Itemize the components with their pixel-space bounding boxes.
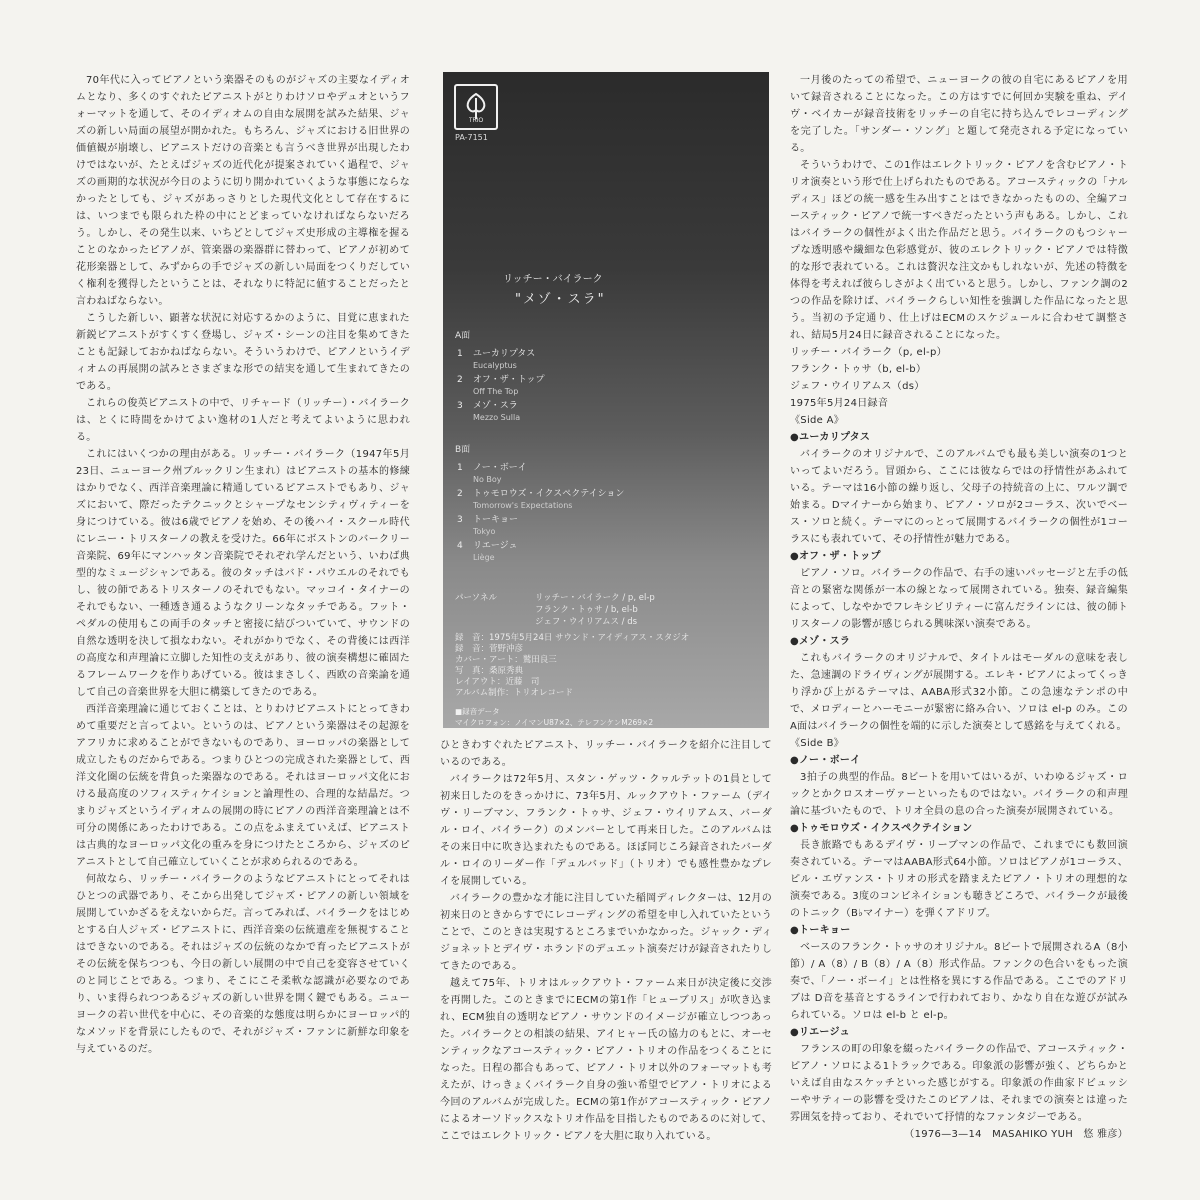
track-number: 4	[457, 541, 463, 551]
paragraph: これらの俊英ピアニストの中で、リチャード（リッチー）・バイラークは、とくに時間をかけてよい逸材の1人だと考えてよいように思われる。	[76, 398, 410, 443]
track-item	[457, 400, 520, 424]
credit-line: フランク・トゥサ（b, el-b）	[790, 364, 927, 375]
track-title: リエージュ	[473, 541, 518, 551]
paragraph: フランスの町の印象を綴ったバイラークの作品で、アコースティック・ピアノ・ソロによる1トラックである。印象派の影響が強く、どちらかといえば自由なスケッチといった感じがする。印象派の作曲家ドビュッシーやサティーの影響を受けたこのピアノは、それまでの演奏とは違った雰囲気を持っており、それでいて抒情的なファンタジーである。	[790, 1044, 1128, 1123]
credit-line: リッチー・バイラーク（p, el-p）	[790, 347, 947, 358]
album-title: "メゾ・スラ"	[515, 292, 606, 307]
track-item	[457, 462, 527, 486]
track-heading: ●トゥモロウズ・イクスペクテイション	[790, 823, 973, 834]
liner-notes-middle-column	[440, 737, 772, 1157]
credit-line: 1975年5月24日録音	[790, 398, 889, 409]
signature: （1976—3—14 MASAHIKO YUH 悠 雅彦）	[904, 1129, 1128, 1140]
paragraph: 西洋音楽理論に通じておくことは、とりわけピアニストにとってきわめて重要だと言ってよい。というのは、ピアノという楽器はその起源をアフリカに求めることができないものであり、ヨーロッパの楽器として成立したものだからである。つまりひとつの完成された楽器として、西洋文化圏の伝統を背負った楽器なのである。それはヨーロッパ文化における最高度のソフィスティケイションと論理性の、合理的な結晶だ。つまりジャズというイディオムの展開の時にピアノの西洋音楽理論とは不可分の関係にあったわけである。この点をふまえていえば、ピアニストは古典的なヨーロッパ文化の重みを身につけたところから、ジャズのピアニストとして自己確立していくことが求められるのである。	[76, 704, 410, 868]
track-title-en: No Boy	[473, 475, 502, 484]
tech-data-line: マイクロフォン：ノイマンU87×2、テレフンケンM269×2	[455, 718, 654, 727]
track-title-en: Mezzo Sulla	[473, 413, 521, 422]
track-heading: ●オフ・ザ・トップ	[790, 551, 881, 562]
track-title-en: Tomorrow's Expectations	[473, 501, 573, 510]
paragraph: こうした新しい、顕著な状況に対応するかのように、目覚に恵まれた新鋭ピアニストがすくすく登場し、ジャズ・シーンの注目を集めてきたことも記録しておかねばならない。そういうわけで、ピアノというイディオムの再展開の試みとさまざまな形での結実を通して生まれてきたのである。	[76, 313, 410, 392]
track-title: トーキョー	[473, 515, 519, 525]
track-title: オフ・ザ・トップ	[473, 375, 545, 385]
album-artist: リッチー・バイラーク	[503, 274, 603, 285]
paragraph: 3拍子の典型的作品。8ビートを用いてはいるが、いわゆるジャズ・ロックとかクロスオーヴァーといったものではない。バイラークの和声理論に基づいたもので、トリオ全員の息の合った演奏が展開されている。	[790, 772, 1128, 817]
paragraph: 何故なら、リッチー・バイラークのようなピアニストにとってそれはひとつの武器であり、そこから出発してジャズ・ピアノの新しい領域を展開していかざるをえないからだ。言ってみれば、バイラークをはじめとする白人ジャズ・ピアニストに、西洋音楽の伝統遺産を無視することはできないのである。それはジャズの伝統のなかで育ったピアニストがその伝統を保ちつつも、今日の新しい展開の中で自己を変容させていくのと同じことである。つまり、そこにこそ柔軟な認識が必要なのであり、いま得られつつあるジャズの新しい世界を開く鍵でもある。ニューヨークの若い世代を中心に、その音楽的な態度は明らかにヨーロッパ的なメソッドを背景にしたもので、それがジャズ・ファンに新鮮な印象を与えているのだ。	[76, 874, 410, 1055]
track-title: メゾ・スラ	[473, 401, 518, 411]
paragraph: ピアノ・ソロ。バイラークの作品で、右手の速いパッセージと左手の低音との緊密な関係が一本の線となって展開されている。独奏、録音編集によって、しなやかでフレキシビリティーに富んだラインには、彼の師トリスターノの影響が感じられる興味深い演奏である。	[790, 568, 1128, 630]
paragraph: バイラークのオリジナルで、このアルバムでも最も美しい演奏の1つといってよいだろう。冒頭から、ここには彼ならではの抒情性があふれている。テーマは16小節の繰り返し、父母子の持続音の上に、ワルツ調で始まる。Dマイナーから始まり、ピアノ・ソロが2コーラス、次いでベース・ソロと続く。テーマにのっとって展開するバイラークの個性が1コーラスにも表れていて、その抒情性が魅力である。	[790, 449, 1128, 545]
track-title: ノー・ボーイ	[473, 463, 527, 473]
paragraph: これにはいくつかの理由がある。リッチー・バイラーク（1947年5月23日、ニューヨーク州ブルックリン生まれ）はピアニストの基本的修練はかりでなく、西洋音楽理論に精通しているピアニストでもあり、ジャズにおいて、際だったテクニックとシャープなセンシティヴィティーを身につけている。彼は6歳でピアノを始め、その後ハイ・スクール時代にレニー・トリスターノの教えを受けた。66年にボストンのバークリー音楽院、69年にマンハッタン音楽院でそれぞれ学んだという、いわば典型的なミュージシャンである。彼のタッチはバド・パウエルのそれでもし、彼の師であるトリスターノのそれでもない。マッコイ・タイナーのそれでもない、一種透き通るようなクリーンなタッチである。フット・ペダルの使用もこの両手のタッチと密接に結びついていて、サウンドの自然な透明を決して損なわない。それがかりでなく、その背後には西洋の高度な和声理論に立脚した知性の支えがあり、彼の演奏構想に確固たるフレームワークを作りあげている。彼はまさしく、西欧の音楽論を通して自己の音楽世界を大胆に構築してきたのである。	[76, 449, 410, 698]
track-item	[457, 374, 544, 398]
track-number: 1	[457, 463, 463, 473]
tree-icon	[461, 91, 491, 123]
credit-line: カバー・アート：鷲田良三	[455, 655, 557, 665]
paragraph: 長き旅路でもあるデイヴ・リーブマンの作品で、これまでにも数回演奏されている。テーマはAABA形式64小節。ソロはピアノが1コーラス、ピル・エヴァンス・トリオの形式を踏まえたピアノ・トリオの理想的な演奏である。3度のコンビネイションも聴きどころで、バイラークが最後のトニック（B♭マイナー）を弾くアドリブ。	[790, 840, 1128, 919]
personnel-label: パーソネル	[455, 593, 497, 603]
paragraph: バイラークの豊かな才能に注目していた稲岡ディレクターは、12月の初来日のときからすでにレコーディングの希望を申し入れていたということで、このときは実現するところまでいかなかった。ジャック・ディジョネットとデイヴ・ホランドのデュエット演奏だけが録音されたりしてきたのである。	[440, 893, 772, 972]
track-heading: ●トーキョー	[790, 925, 851, 936]
credit-line: ジェフ・ウイリアムス（ds）	[790, 381, 925, 392]
credit-line: 録 音：1975年5月24日 サウンド・アイディアス・スタジオ	[455, 633, 690, 643]
track-number: 3	[457, 515, 463, 525]
track-heading: ●ノー・ボーイ	[790, 755, 861, 766]
track-number: 2	[457, 375, 463, 385]
track-item	[457, 514, 518, 538]
track-item	[457, 348, 535, 372]
paragraph: 70年代に入ってピアノという楽器そのものがジャズの主要なイディオムとなり、多くのすぐれたピアニストがとりわけソロやデュオというフォーマットを通して、そのイディオムの自由な展開を試みた結果、ジャズの新しい局面の展望が開かれた。もちろん、ジャズにおける旧世界の価値観が崩壊し、ピアニストだけの音楽とも言うべき世界が出現したわけではないが、たとえばジャズの近代化が提案されていく過程で、ジャズの画期的な状況が今日のように切り開かれていくような事態にならなかったとしても、ジャズがあっさりとした現代文化として存在するには、いつまでも限られた枠の中にとどまっていなければならないだろう。しかし、その発生以来、いちどとしてジャズ史形成の主導権を握ることのなかったピアノが、管楽器の楽器群に替わって、ピアノが初めて花形楽器として、みずからの手でジャズの新しい局面をつくりだしていく権利を獲得したということは、それなりに特記に値することだったと言わねばならない。	[76, 75, 410, 307]
credit-line: 《Side B》	[790, 738, 845, 749]
track-heading: ●リエージュ	[790, 1027, 850, 1038]
trio-logo	[454, 84, 498, 130]
personnel-line: ジェフ・ウイリアムス / ds	[535, 617, 638, 627]
track-item	[457, 540, 517, 564]
svg-text:TRIO: TRIO	[468, 118, 484, 123]
personnel-line: リッチー・バイラーク / p, el-p	[535, 593, 655, 603]
paragraph: これもバイラークのオリジナルで、タイトルはモーダルの意味を表した、急速調のドライヴィングが展開する。エレキ・ピアノによってくっきり浮かび上がるテーマは、AABA形式32小節。この急速なテンポの中で、メロディーとハーモニーが緊密に絡み合い、ソロは el-p のみ。この A面はバイラークの個性を端的に示した演奏として感銘を与えてくれる。	[790, 653, 1128, 732]
paragraph: ベースのフランク・トゥサのオリジナル。8ビートで展開されるA（8小節）/ A（8）/ B（8）/ A（8）形式作品。ファンクの色合いをもった演奏で、「ノー・ボーイ」とは性格を異にする作品である。ここでのアドリブは D音を基音とするラインで行われており、かなり自在な遊びが試みられている。ソロは el-b と el-p。	[790, 942, 1128, 1021]
track-title-en: Off The Top	[473, 387, 519, 396]
personnel-line: フランク・トゥサ / b, el-b	[535, 605, 638, 615]
track-number: 3	[457, 401, 463, 411]
paragraph: バイラークは72年5月、スタン・ゲッツ・クヮルテットの1員として初来日したのをきっかけに、73年5月、ルックアウト・ファーム（デイヴ・リーブマン、フランク・トゥサ、ジェフ・ウイリアムス、バーダル・ロイ、バイラーク）のメンバーとして再来日した。このアルバムはその来日中に吹き込まれたものである。ほぼ同じころ録音されたバーダル・ロイのリーダー作「デュルバッド」（トリオ）でも感性豊かなプレイを展開している。	[440, 774, 772, 887]
credit-line: 《Side A》	[790, 415, 845, 426]
catalog-number: PA-7151	[455, 133, 488, 142]
track-number: 2	[457, 489, 463, 499]
paragraph: 一月後のたっての希望で、ニューヨークの彼の自宅にあるピアノを用いて録音されることになった。この方はすでに何回か実験を重ね、デイヴ・ベイカーが録音技術をリッチーの自宅に持ち込んでレコーディングを完了した。「サンダー・ソング」と題して発売される予定になっている。	[790, 75, 1128, 154]
credit-line: 写 真：桑原秀典	[455, 666, 524, 676]
credit-line: レイアウト：近藤 司	[455, 677, 540, 687]
track-title-en: Liège	[473, 553, 495, 562]
liner-notes-right-column	[790, 72, 1128, 1162]
album-insert-panel	[443, 72, 769, 728]
track-title-en: Tokyo	[473, 527, 496, 536]
track-title-en: Eucalyptus	[473, 361, 517, 370]
paragraph: ひときわすぐれたピアニスト、リッチー・バイラークを紹介に注目しているのである。	[440, 740, 772, 768]
credit-line: アルバム制作：トリオレコード	[455, 688, 573, 698]
side-a-label: A面	[455, 331, 471, 341]
side-b-label: B面	[455, 445, 471, 455]
paragraph: 越えて75年、トリオはルックアウト・ファーム来日が決定後に交渉を再開した。このときまでにECMの第1作「ヒューブリス」が吹き込まれ、ECM独自の透明なピアノ・サウンドのイメージが確立しつつあった。バイラークとの相談の結果、アイヒャー氏の協力のもとに、オーセンティックなアコースティック・ピアノ・トリオの作品をつくることになった。日程の都合もあって、ピアノ・トリオ以外のフォーマットも考えたが、けっきょくバイラーク自身の強い希望でピアノ・トリオによる今回のアルバムが完成した。ECMの第1作がアコースティック・ピアノによるオーソドックスなトリオ作品を目指したものであるのに対して、ここではエレクトリック・ピアノを大胆に取り入れている。	[440, 978, 772, 1142]
track-title: ユーカリプタス	[473, 349, 536, 359]
track-heading: ●メゾ・スラ	[790, 636, 851, 647]
tech-data-label: ■録音データ	[455, 707, 500, 716]
liner-notes-left-column	[76, 72, 410, 1142]
track-title: トゥモロウズ・イクスペクテイション	[473, 489, 625, 499]
track-heading: ●ユーカリプタス	[790, 432, 871, 443]
paragraph: そういうわけで、この1作はエレクトリック・ピアノを含むピアノ・トリオ演奏という形で仕上げられたものである。アコースティックの「ナルディス」ほどの統一感を生み出すことはできなかったものの、全編アコースティック・ピアノで統一すべきだったという声もある。しかし、これはバイラークの個性がよく出た作品だと思う。バイラークのもつシャープな透明感や繊細な色彩感覚が、彼のエレクトリック・ピアノでは特徴的な形で表れている。これは贅沢な注文かもしれないが、先述の特徴を体得を考えれば彼らしさがよく出ていると思う。しかし、ファンク調の2つの作品を除けば、バイラークらしい知性を強調した作品になったと思う。当初の予定通り、仕上げはECMのスケジュールに合わせて調整され、結局5月24日に録音されることになった。	[790, 160, 1128, 341]
track-number: 1	[457, 349, 463, 359]
track-item	[457, 488, 624, 512]
credit-line: 録 音：菅野沖彦	[455, 644, 524, 654]
